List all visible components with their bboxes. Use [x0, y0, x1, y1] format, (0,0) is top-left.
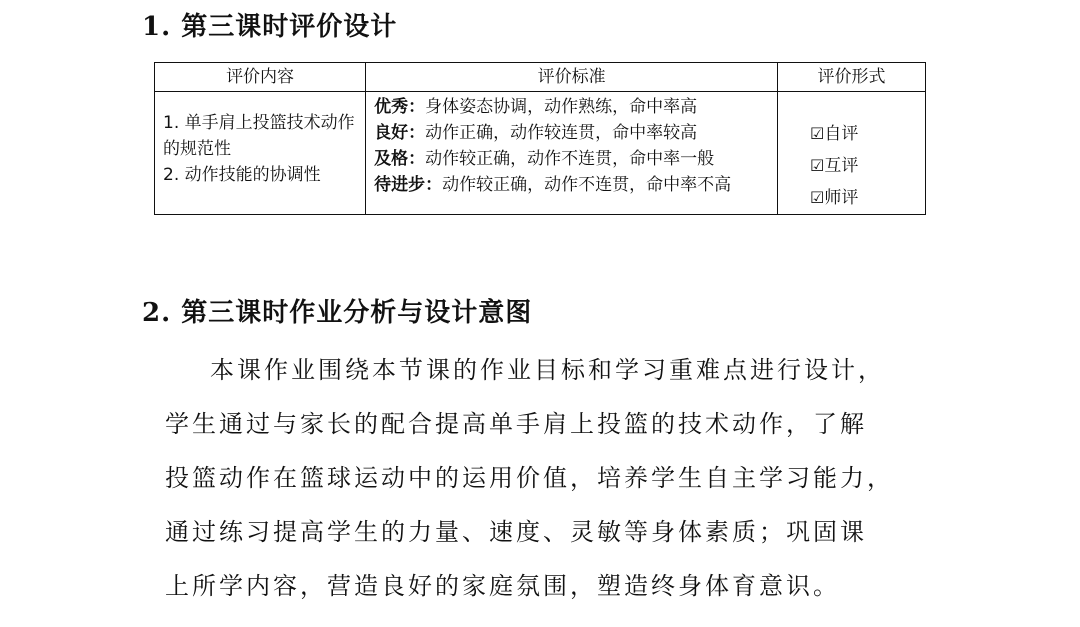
- evaluation-table: [154, 62, 926, 215]
- checkbox-checked-icon: ☑: [810, 188, 825, 207]
- header-eval-content: 评价内容: [155, 63, 366, 92]
- design-intent-paragraph: [165, 343, 925, 613]
- level-label: 良好：: [374, 123, 426, 143]
- content-item-1: 1. 单手肩上投篮技术动作的规范性: [163, 113, 355, 159]
- level-text: 身体姿态协调，动作熟练，命中率高: [425, 97, 698, 117]
- eval-standard-cell: [366, 92, 778, 215]
- eval-content-cell: [155, 92, 366, 215]
- form-label: 互评: [824, 156, 859, 176]
- level-label: 待进步：: [374, 175, 443, 195]
- form-teacher-eval: [810, 182, 925, 214]
- header-eval-form: 评价形式: [778, 63, 926, 92]
- form-label: 师评: [824, 188, 859, 208]
- table-header-row: [155, 63, 926, 92]
- checkbox-checked-icon: ☑: [810, 156, 825, 175]
- form-peer-eval: [810, 150, 925, 182]
- paragraph-line: 学生通过与家长的配合提高单手肩上投篮的技术动作，了解: [165, 410, 867, 438]
- level-label: 优秀：: [374, 97, 426, 117]
- form-label: 自评: [824, 124, 859, 144]
- paragraph-line: 投篮动作在篮球运动中的运用价值，培养学生自主学习能力，: [165, 464, 894, 492]
- header-eval-standard: 评价标准: [366, 63, 778, 92]
- standard-improve: [374, 172, 777, 198]
- paragraph-line: 通过练习提高学生的力量、速度、灵敏等身体素质；巩固课: [165, 518, 867, 546]
- standard-pass: [374, 146, 777, 172]
- section-1-title: 1. 第三课时评价设计: [142, 12, 398, 42]
- table-row: [155, 92, 926, 215]
- form-self-eval: [810, 118, 925, 150]
- level-text: 动作较正确，动作不连贯，命中率不高: [442, 175, 732, 195]
- paragraph-line: 本课作业围绕本节课的作业目标和学习重难点进行设计，: [210, 356, 885, 384]
- checkbox-checked-icon: ☑: [810, 124, 825, 143]
- paragraph-line: 上所学内容，营造良好的家庭氛围，塑造终身体育意识。: [165, 572, 840, 600]
- standard-excellent: [374, 94, 777, 120]
- level-text: 动作正确，动作较连贯，命中率较高: [425, 123, 698, 143]
- level-text: 动作较正确，动作不连贯，命中率一般: [425, 149, 715, 169]
- level-label: 及格：: [374, 149, 426, 169]
- content-item-2: 2. 动作技能的协调性: [163, 165, 321, 185]
- standard-good: [374, 120, 777, 146]
- section-2-title: 2. 第三课时作业分析与设计意图: [142, 298, 533, 328]
- eval-form-cell: [778, 92, 926, 215]
